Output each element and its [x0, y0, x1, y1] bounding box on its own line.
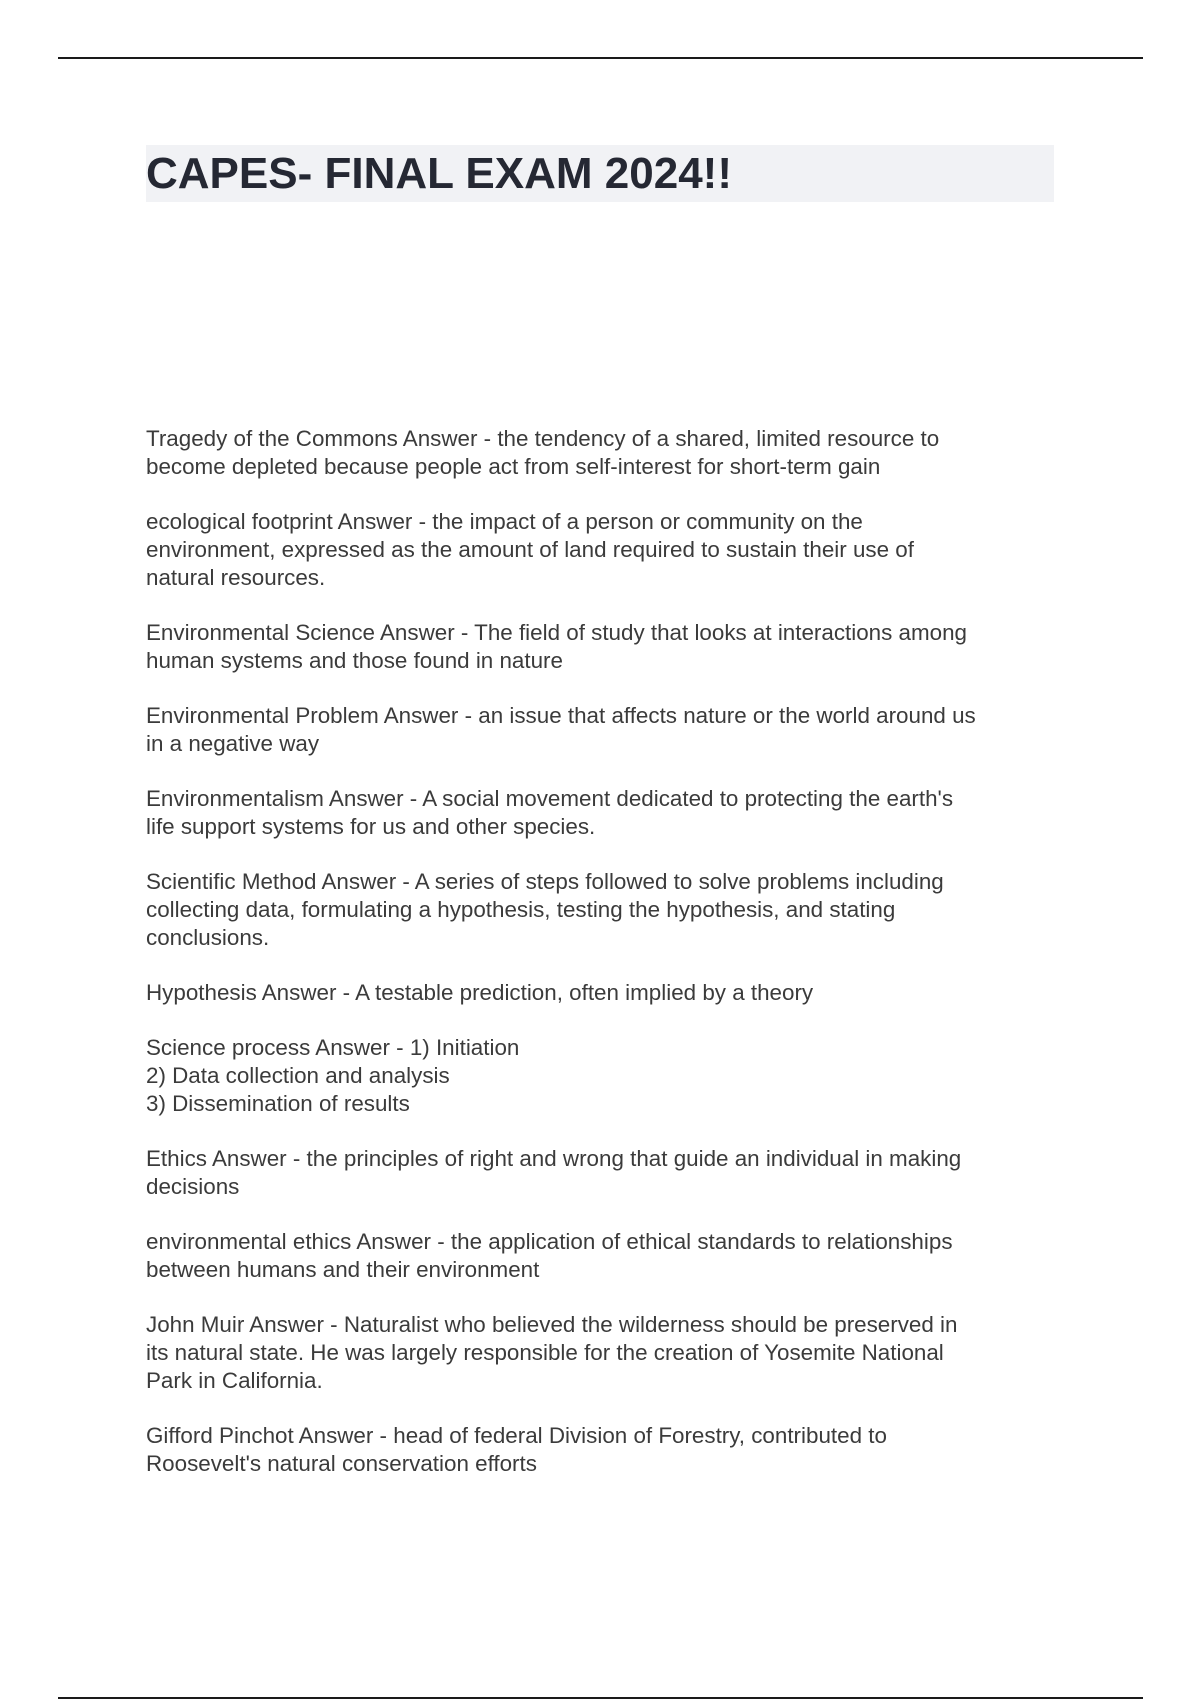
qa-item: environmental ethics Answer - the application of ethical standards to relationships between humans and their environment [146, 1229, 953, 1282]
qa-item: Scientific Method Answer - A series of steps followed to solve problems including collecting data, formulating a hypothesis, testing the hypothesis, and stating conclusions. [146, 869, 944, 950]
page-title: CAPES- FINAL EXAM 2024!! [146, 149, 732, 198]
qa-item: Gifford Pinchot Answer - head of federal Division of Forestry, contributed to Roosevelt's natural conservation efforts [146, 1423, 887, 1476]
qa-item: Environmental Problem Answer - an issue that affects nature or the world around us in a negative way [146, 703, 976, 756]
top-divider [58, 57, 1143, 59]
qa-item: Ethics Answer - the principles of right and wrong that guide an individual in making decisions [146, 1146, 962, 1199]
qa-item: Science process Answer - 1) Initiation 2) Data collection and analysis 3) Dissemination of results [146, 1035, 520, 1116]
qa-list [146, 425, 1061, 1505]
bottom-divider [58, 1697, 1143, 1699]
qa-item: Environmental Science Answer - The field of study that looks at interactions among human systems and those found in nature [146, 620, 968, 673]
qa-item: John Muir Answer - Naturalist who believed the wilderness should be preserved in its natural state. He was largely responsible for the creation of Yosemite National Park in California. [146, 1312, 958, 1393]
qa-item: ecological footprint Answer - the impact of a person or community on the environment, expressed as the amount of land required to sustain their use of natural resources. [146, 509, 914, 590]
qa-item: Tragedy of the Commons Answer - the tendency of a shared, limited resource to become depleted because people act from self-interest for short-term gain [146, 426, 940, 479]
qa-item: Environmentalism Answer - A social movement dedicated to protecting the earth's life support systems for us and other species. [146, 786, 954, 839]
qa-item: Hypothesis Answer - A testable prediction, often implied by a theory [146, 980, 814, 1005]
